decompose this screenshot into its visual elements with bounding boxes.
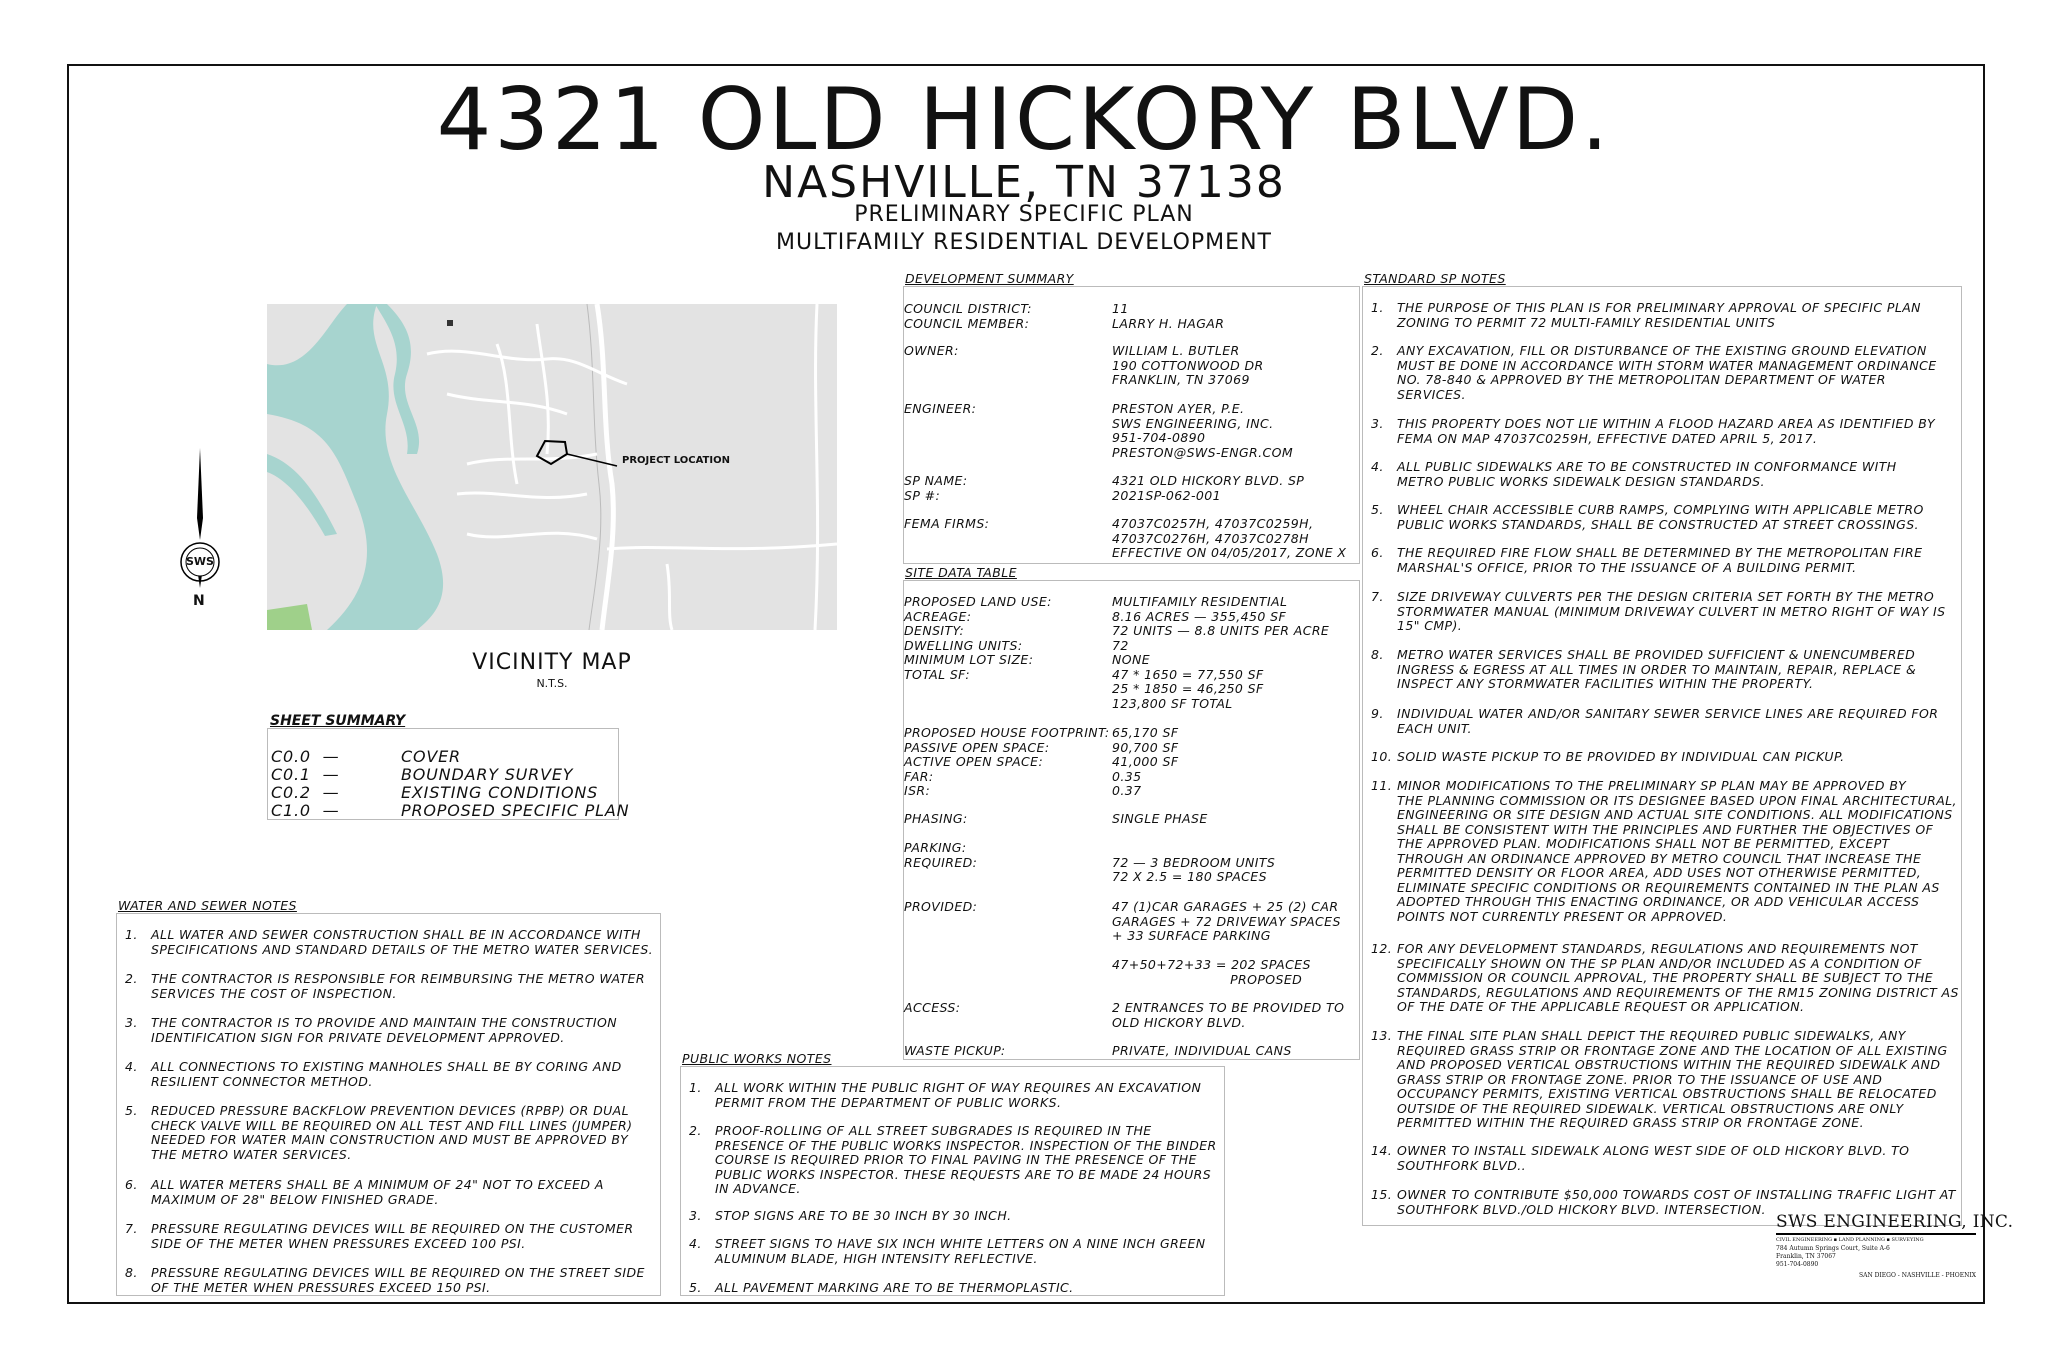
plan-type: PRELIMINARY SPECIFIC PLAN [854,202,1194,227]
note-item: 11. MINOR MODIFICATIONS TO THE PRELIMINARY SP PLAN MAY BE APPROVED BY THE PLANNING COMMISSION OR ITS DESIGNEE BASED UPON FINAL ARCHITECTURAL, ENGINEERING OR SITE DESIGN AND ACTUAL SITE CONDITIONS. ALL MODIFICATIONS SHALL BE CONSISTENT WITH THE PRINCIPLES AND FURTHER THE OBJECTIVES OF THE APPROVED PLAN. MODIFICATIONS SHALL NOT BE PERMITTED, EXCEPT THROUGH AN ORDINANCE APPROVED BY METRO COUNCIL THAT INCREASE THE PERMITTED DENSITY OR FLOOR AREA, ADD USES NOT OTHERWISE PERMITTED, ELIMINATE SPECIFIC CONDITIONS OR REQUIREMENTS CONTAINED IN THE PLAN AS ADOPTED THROUGH THIS ENACTING ORDINANCE, OR ADD VEHICULAR ACCESS POINTS NOT CURRENTLY PRESENT OR APPROVED. [1371,778,1957,924]
note-item: 2. THE CONTRACTOR IS RESPONSIBLE FOR REIMBURSING THE METRO WATER SERVICES THE COST OF INSPECTION. [125,971,645,1001]
note-item: 6. ALL WATER METERS SHALL BE A MINIMUM OF 24" NOT TO EXCEED A MAXIMUM OF 28" BELOW FINISHED GRADE. [125,1177,604,1207]
compass-label: SWS [186,555,214,568]
north-arrow-icon [170,448,230,610]
note-item: 10. SOLID WASTE PICKUP TO BE PROVIDED BY INDIVIDUAL CAN PICKUP. [1371,749,1845,764]
development-type: MULTIFAMILY RESIDENTIAL DEVELOPMENT [776,230,1272,255]
note-item: 2. PROOF-ROLLING OF ALL STREET SUBGRADES IS REQUIRED IN THE PRESENCE OF THE PUBLIC WORKS INSPECTOR. INSPECTION OF THE BINDER COURSE IS REQUIRED PRIOR TO FINAL PAVING IN THE PRESENCE OF THE PUBLIC WORKS INSPECTOR. THESE REQUESTS ARE TO BE MADE 24 HOURS IN ADVANCE. [689,1123,1217,1196]
note-item: 1. ALL WORK WITHIN THE PUBLIC RIGHT OF WAY REQUIRES AN EXCAVATION PERMIT FROM THE DEPARTMENT OF PUBLIC WORKS. [689,1080,1202,1110]
water-sewer-notes-box [116,913,661,1296]
development-summary-title: DEVELOPMENT SUMMARY [905,271,1074,286]
logo-address: 784 Autumn Springs Court, Suite A-6 Franklin, TN 37067 951-704-0890 [1776,1245,1890,1268]
note-item: 8. METRO WATER SERVICES SHALL BE PROVIDED SUFFICIENT & UNENCUMBERED INGRESS & EGRESS AT ALL TIMES IN ORDER TO MAINTAIN, REPAIR, REPLACE & INSPECT ANY STORMWATER FACILITIES WITHIN THE PROPERTY. [1371,647,1917,691]
standard-notes-title: STANDARD SP NOTES [1364,271,1506,286]
public-works-notes-title: PUBLIC WORKS NOTES [682,1051,832,1066]
note-item: 4. STREET SIGNS TO HAVE SIX INCH WHITE LETTERS ON A NINE INCH GREEN ALUMINUM BLADE, HIGH INTENSITY REFLECTIVE. [689,1236,1206,1266]
note-item: 3. THIS PROPERTY DOES NOT LIE WITHIN A FLOOD HAZARD AREA AS IDENTIFIED BY FEMA ON MAP 47037C0259H, EFFECTIVE DATED APRIL 5, 2017. [1371,416,1936,446]
development-summary-table: COUNCIL DISTRICT: COUNCIL MEMBER: 11 LARRY H. HAGAR OWNER: WILLIAM L. BUTLER 190 COTTONWOOD DR FRANKLIN, TN 37069 ENGINEER: PRESTON AYER, P.E. SWS ENGINEERING, INC. 951-704-0890 PRESTON@SWS-ENGR.COM SP NAME: SP #: 4321 OLD HICKORY BLVD. SP 2021SP-062-001 FEMA FIRMS: 47037C0257H, 47037C0259H, 47037C0276H, 47037C0278H EFFECTIVE ON 04/05/2017, ZONE X [903,286,1360,564]
note-item: 13. THE FINAL SITE PLAN SHALL DEPICT THE REQUIRED PUBLIC SIDEWALKS, ANY REQUIRED GRASS STRIP OR FRONTAGE ZONE AND THE LOCATION OF ALL EXISTING AND PROPOSED VERTICAL OBSTRUCTIONS WITHIN THE REQUIRED SIDEWALK AND GRASS STRIP OR FRONTAGE ZONE. PRIOR TO THE ISSUANCE OF USE AND OCCUPANCY PERMITS, EXISTING VERTICAL OBSTRUCTIONS SHALL BE RELOCATED OUTSIDE OF THE REQUIRED SIDEWALK. VERTICAL OBSTRUCTIONS ARE ONLY PERMITTED WITHIN THE REQUIRED GRASS STRIP OR FRONTAGE ZONE. [1371,1028,1948,1130]
note-item: 7. SIZE DRIVEWAY CULVERTS PER THE DESIGN CRITERIA SET FORTH BY THE METRO STORMWATER MANUAL (MINIMUM DRIVEWAY CULVERT IN METRO RIGHT OF WAY IS 15" CMP). [1371,589,1946,633]
vicinity-map [267,304,837,630]
logo-services: CIVIL ENGINEERING ▪ LAND PLANNING ▪ SURVEYING [1776,1237,1924,1243]
map-graphic [267,304,837,630]
note-item: 2. ANY EXCAVATION, FILL OR DISTURBANCE OF THE EXISTING GROUND ELEVATION MUST BE DONE IN ACCORDANCE WITH STORM WATER MANAGEMENT ORDINANCE NO. 78-840 & APPROVED BY THE METROPOLITAN DEPARTMENT OF WATER SERVICES. [1371,343,1937,402]
sheet-summary-table [267,728,630,820]
site-data-title: SITE DATA TABLE [905,565,1017,580]
note-item: 15. OWNER TO CONTRIBUTE $50,000 TOWARDS COST OF INSTALLING TRAFFIC LIGHT AT SOUTHFORK BLVD./OLD HICKORY BLVD. INTERSECTION. [1371,1187,1956,1217]
note-item: 1. ALL WATER AND SEWER CONSTRUCTION SHALL BE IN ACCORDANCE WITH SPECIFICATIONS AND STANDARD DETAILS OF THE METRO WATER SERVICES. [125,927,654,957]
note-item: 14. OWNER TO INSTALL SIDEWALK ALONG WEST SIDE OF OLD HICKORY BLVD. TO SOUTHFORK BLVD.. [1371,1143,1910,1173]
water-sewer-notes-title: WATER AND SEWER NOTES [118,898,297,913]
sheet-summary-title: SHEET SUMMARY [270,713,406,729]
public-works-notes-box [680,1066,1225,1296]
project-city: NASHVILLE, TN 37138 [762,157,1286,208]
vicinity-map-title: VICINITY MAP [472,650,632,675]
project-location-label: PROJECT LOCATION [622,455,730,466]
note-item: 12. FOR ANY DEVELOPMENT STANDARDS, REGULATIONS AND REQUIREMENTS NOT SPECIFICALLY SHOWN ON THE SP PLAN AND/OR INCLUDED AS A CONDITION OF COMMISSION OR COUNCIL APPROVAL, THE PROPERTY SHALL BE SUBJECT TO THE STANDARDS, REGULATIONS AND REQUIREMENTS OF THE RM15 ZONING DISTRICT AS OF THE DATE OF THE APPLICABLE REQUEST OR APPLICATION. [1371,941,1959,1014]
standard-notes-box [1362,286,1962,1226]
note-item: 7. PRESSURE REGULATING DEVICES WILL BE REQUIRED ON THE CUSTOMER SIDE OF THE METER WHEN PRESSURES EXCEED 100 PSI. [125,1221,634,1251]
sheet-row: C0.1 — BOUNDARY SURVEY [271,765,574,784]
vicinity-map-scale: N.T.S. [536,677,568,690]
note-item: 5. WHEEL CHAIR ACCESSIBLE CURB RAMPS, COMPLYING WITH APPLICABLE METRO PUBLIC WORKS STANDARDS, SHALL BE CONSTRUCTED AT STREET CROSSINGS. [1371,502,1924,532]
sheet-row: C1.0 — PROPOSED SPECIFIC PLAN [271,801,630,820]
note-item: 1. THE PURPOSE OF THIS PLAN IS FOR PRELIMINARY APPROVAL OF SPECIFIC PLAN ZONING TO PERMIT 72 MULTI-FAMILY RESIDENTIAL UNITS [1371,300,1921,330]
logo-offices: SAN DIEGO - NASHVILLE - PHOENIX [1859,1272,1976,1279]
note-item: 5. ALL PAVEMENT MARKING ARE TO BE THERMOPLASTIC. [689,1280,1074,1295]
note-item: 9. INDIVIDUAL WATER AND/OR SANITARY SEWER SERVICE LINES ARE REQUIRED FOR EACH UNIT. [1371,706,1939,736]
note-item: 3. STOP SIGNS ARE TO BE 30 INCH BY 30 INCH. [689,1208,1012,1223]
note-item: 3. THE CONTRACTOR IS TO PROVIDE AND MAINTAIN THE CONSTRUCTION IDENTIFICATION SIGN FOR PRIVATE DEVELOPMENT APPROVED. [125,1015,617,1045]
note-item: 6. THE REQUIRED FIRE FLOW SHALL BE DETERMINED BY THE METROPOLITAN FIRE MARSHAL'S OFFICE, PRIOR TO THE ISSUANCE OF A BUILDING PERMIT. [1371,545,1923,575]
note-item: 4. ALL PUBLIC SIDEWALKS ARE TO BE CONSTRUCTED IN CONFORMANCE WITH METRO PUBLIC WORKS SIDEWALK DESIGN STANDARDS. [1371,459,1897,489]
note-item: 8. PRESSURE REGULATING DEVICES WILL BE REQUIRED ON THE STREET SIDE OF THE METER WHEN PRESSURES EXCEED 150 PSI. [125,1265,645,1295]
north-label: N [193,593,205,609]
note-item: 5. REDUCED PRESSURE BACKFLOW PREVENTION DEVICES (RPBP) OR DUAL CHECK VALVE WILL BE REQUIRED ON ALL TEST AND FILL LINES (JUMPER) NEEDED FOR WATER MAIN CONSTRUCTION AND MUST BE APPROVED BY THE METRO WATER SERVICES. [125,1103,633,1162]
project-title: 4321 OLD HICKORY BLVD. [436,70,1612,170]
sheet-row: C0.2 — EXISTING CONDITIONS [271,783,599,802]
sws-logo [1776,1212,2014,1304]
note-item: 4. ALL CONNECTIONS TO EXISTING MANHOLES SHALL BE BY CORING AND RESILIENT CONNECTOR METHOD. [125,1059,622,1089]
sheet-row: C0.0 — COVER [271,747,461,766]
site-data-table: PROPOSED LAND USE: ACREAGE: DENSITY: DWELLING UNITS: MINIMUM LOT SIZE: TOTAL SF: MULTIFAMILY RESIDENTIAL 8.16 ACRES — 355,450 SF 72 UNITS — 8.8 UNITS PER ACRE 72 NONE 47 * 1650 = 77,550 SF 25 * 1850 = 46,250 SF 123,800 SF TOTAL PROPOSED HOUSE FOOTPRINT: PASSIVE OPEN SPACE: ACTIVE OPEN SPACE: FAR: ISR: 65,170 SF 90,700 SF 41,000 SF 0.35 0.37 PHASING: SINGLE PHASE PARKING: REQUIRED: 72 — 3 BEDROOM UNITS 72 X 2.5 = 180 SPACES PROVIDED: 47 (1)CAR GARAGES + 25 (2) CAR GARAGES + 72 DRIVEWAY SPACES + 33 SURFACE PARKING 47+50+72+33 = 202 SPACES PROPOSED ACCESS: 2 ENTRANCES TO BE PROVIDED TO OLD HICKORY BLVD. WASTE PICKUP: PRIVATE, INDIVIDUAL CANS [903,580,1360,1060]
logo-name: SWS ENGINEERING, INC. [1776,1212,1976,1235]
